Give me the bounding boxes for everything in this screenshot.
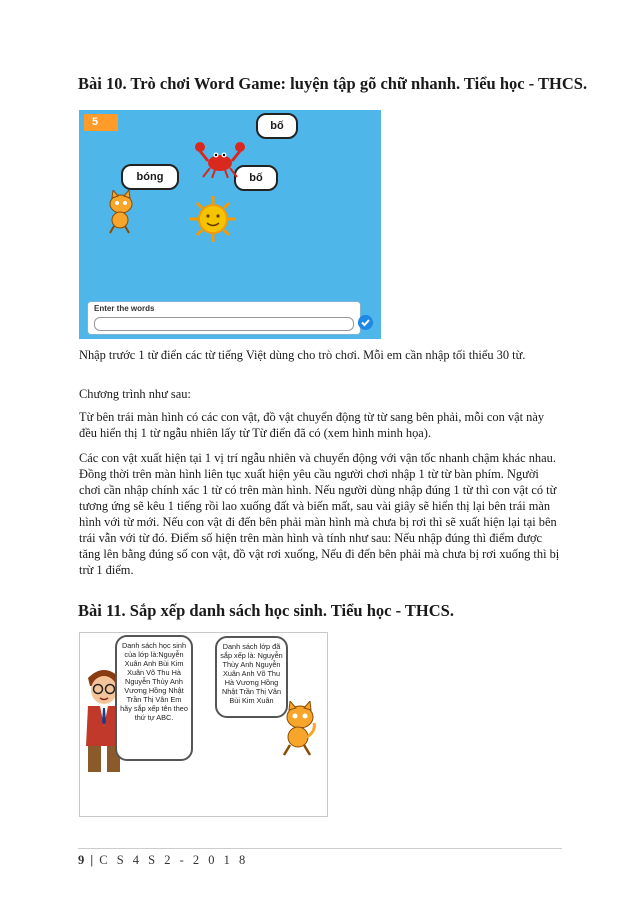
footer-divider bbox=[78, 848, 562, 849]
page-number: 9 bbox=[78, 853, 85, 867]
paragraph-program-heading: Chương trình như sau: bbox=[79, 387, 191, 401]
cat-sprite bbox=[105, 190, 137, 234]
section-title-bai10: Bài 10. Trò chơi Word Game: luyện tập gõ chữ nhanh. Tiểu học - THCS. bbox=[78, 74, 588, 93]
submit-check-icon[interactable] bbox=[358, 315, 373, 330]
word-bubble-cat: bóng bbox=[121, 164, 179, 190]
footer-doc-code: C S 4 S 2 - 2 0 1 8 bbox=[99, 853, 249, 867]
ask-prompt-box bbox=[87, 301, 361, 335]
word-bubble-sun: bố bbox=[234, 165, 278, 191]
paragraph-intro: Nhập trước 1 từ điển các từ tiếng Việt dùng cho trò chơi. Mỗi em cần nhập tối thiểu 30 từ. bbox=[79, 348, 526, 362]
score-display: 5 bbox=[84, 114, 118, 131]
teacher-speech-bubble: Danh sách học sinh của lớp là:Nguyễn Xuân Anh Bùi Kim Xuân Võ Thu Hà Nguyễn Thùy Anh Vương Hồng Nhật Trần Thị Vân Em hãy sắp xếp tên theo thứ tự ABC. bbox=[115, 635, 193, 761]
word-bubble-crab: bố bbox=[256, 113, 298, 139]
section-title-bai11: Bài 11. Sắp xếp danh sách học sinh. Tiểu học - THCS. bbox=[78, 601, 454, 620]
crab-sprite bbox=[195, 135, 245, 180]
cat-speech-bubble: Danh sách lớp đã sắp xếp là: Nguyễn Thùy Anh Nguyễn Xuân Anh Võ Thu Hà Vương Hồng Nhật Trần Thị Vân Bùi Kim Xuân bbox=[215, 636, 288, 718]
paragraph-description: Từ bên trái màn hình có các con vật, đồ vật chuyển động từ từ sang bên phải, mỗi con vật này đều hiển thị 1 từ ngẫu nhiên lấy từ Từ điển đã có (xem hình minh họa). bbox=[79, 410, 545, 440]
page-footer bbox=[78, 853, 248, 868]
word-game-stage bbox=[79, 110, 381, 339]
ask-prompt-label: Enter the words bbox=[94, 304, 155, 313]
cat-sprite-2 bbox=[278, 701, 318, 756]
word-input[interactable] bbox=[94, 317, 354, 331]
paragraph-rules: Các con vật xuất hiện tại 1 vị trí ngẫu nhiên và chuyển động với vận tốc nhanh chậm khác nhau. Đồng thời trên màn hình liên tục xuất hiện yêu cầu người chơi nhập 1 từ từ bàn phím. Người chơi cần nhập chính xác 1 từ có trên màn hình. Nếu người dùng nhập đúng 1 từ thì con vật có từ tương ứng sẽ kêu 1 tiếng rồi lao xuống đất và biến mất, sau vài giây sẽ hiển thị lại bên trái màn hình với từ mới. Nếu con vật đi đến bên phải màn hình mà chưa bị rơi thì sẽ xuất hiện lại tại bên trái vẫn với từ đó. Điểm số hiện trên màn hình và tính như sau: Nếu nhập đúng thì điểm được tăng lên bằng đúng số con vật, đồ vật rơi xuống, Nếu đi đến bên phải mà chưa bị rơi xuống thì bị trừ 1 điểm. bbox=[79, 451, 560, 577]
sun-sprite bbox=[189, 195, 237, 243]
footer-separator: | bbox=[90, 853, 94, 867]
sort-list-stage bbox=[79, 632, 328, 817]
